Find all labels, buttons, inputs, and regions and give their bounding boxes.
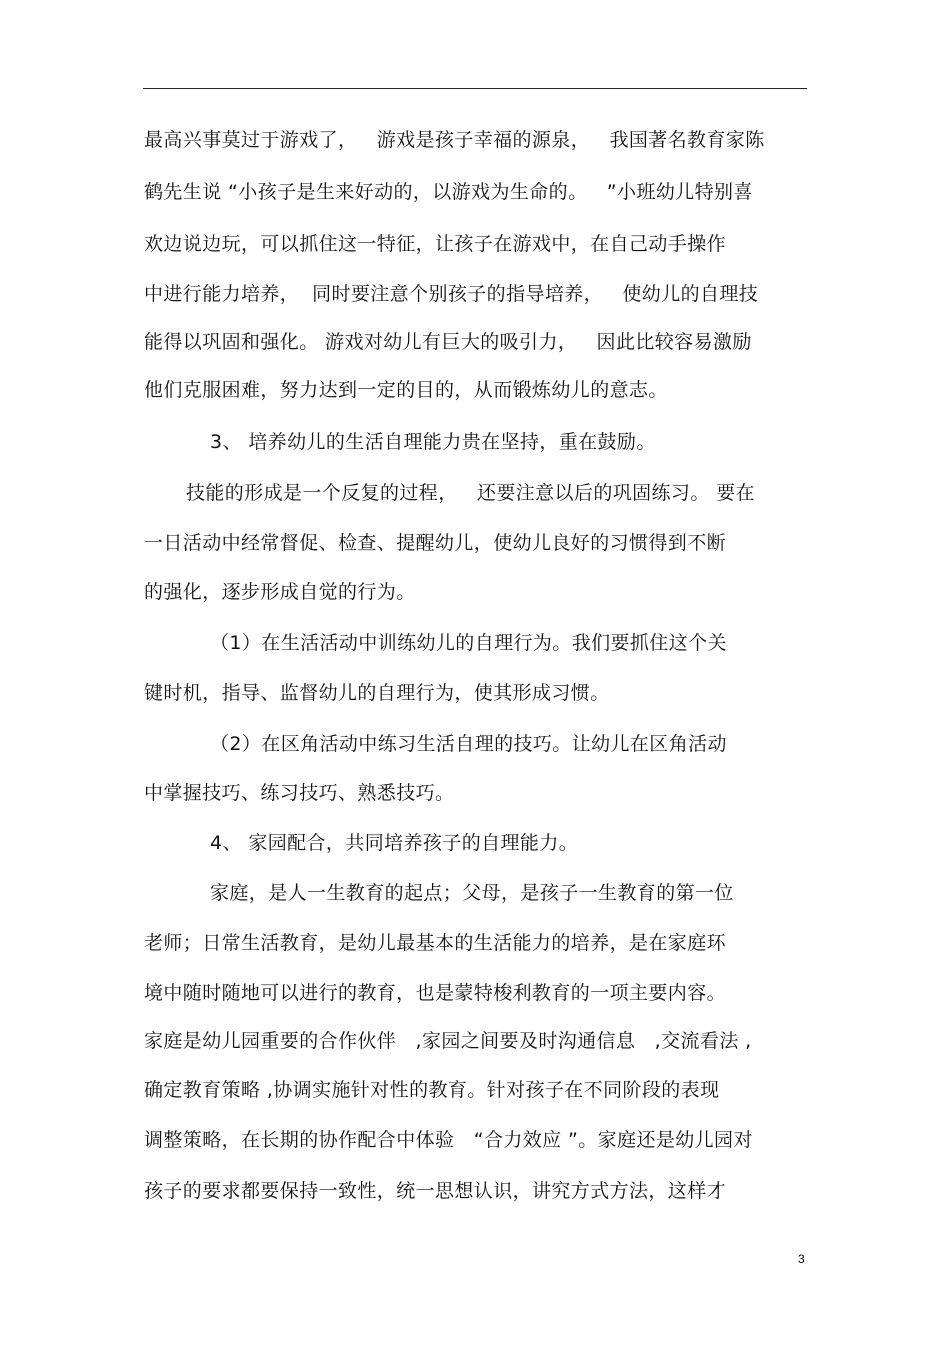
body-line-9: 一日活动中经常督促、检查、提醒幼儿，使幼儿良好的习惯得到不断: [144, 532, 727, 554]
body-line-19: 家庭是幼儿园重要的合作伙伴 ,家园之间要及时沟通信息 ,交流看法 ,: [144, 1030, 752, 1052]
list-item-2-start: （2）在区角活动中练习生活自理的技巧。让幼儿在区角活动: [210, 733, 727, 755]
body-line-20: 确定教育策略 ,协调实施针对性的教育。针对孩子在不同阶段的表现: [144, 1079, 720, 1101]
body-line-4: 中进行能力培养， 同时要注意个别孩子的指导培养， 使幼儿的自理技: [144, 283, 759, 305]
body-line-17: 老师；日常生活教育，是幼儿最基本的生活能力的培养，是在家庭环: [144, 932, 727, 954]
body-line-22: 孩子的要求都要保持一致性，统一思想认识，讲究方式方法，这样才: [144, 1180, 727, 1202]
body-line-5: 能得以巩固和强化。 游戏对幼儿有巨大的吸引力， 因此比较容易激励: [144, 331, 752, 353]
list-item-1-start: （1）在生活活动中训练幼儿的自理行为。我们要抓住这个关: [210, 632, 727, 654]
header-rule: [143, 88, 807, 89]
section-heading-4: 4、 家园配合，共同培养孩子的自理能力。: [210, 832, 579, 854]
list-item-2-end: 中掌握技巧、练习技巧、熟悉技巧。: [144, 782, 455, 804]
body-line-1: 最高兴事莫过于游戏了， 游戏是孩子幸福的源泉， 我国著名教育家陈: [144, 129, 765, 151]
body-line-21: 调整策略，在长期的协作配合中体验 “合力效应 ”。家庭还是幼儿园对: [144, 1129, 753, 1151]
page-number: 3: [798, 1252, 805, 1266]
body-line-2: 鹤先生说 “小孩子是生来好动的，以游戏为生命的。 ”小班幼儿特别喜: [144, 181, 753, 203]
body-line-10: 的强化，逐步形成自觉的行为。: [144, 581, 416, 603]
body-line-18: 境中随时随地可以进行的教育，也是蒙特梭利教育的一项主要内容。: [144, 982, 727, 1004]
body-line-3: 欢边说边玩，可以抓住这一特征，让孩子在游戏中，在自己动手操作: [144, 233, 727, 255]
body-line-16: 家庭，是人一生教育的起点；父母，是孩子一生教育的第一位: [210, 882, 734, 904]
list-item-1-end: 键时机，指导、监督幼儿的自理行为，使其形成习惯。: [144, 682, 610, 704]
body-line-6: 他们克服困难，努力达到一定的目的，从而锻炼幼儿的意志。: [144, 379, 668, 401]
section-heading-3: 3、 培养幼儿的生活自理能力贵在坚持，重在鼓励。: [210, 431, 656, 453]
body-line-8: 技能的形成是一个反复的过程， 还要注意以后的巩固练习。 要在: [186, 482, 755, 504]
